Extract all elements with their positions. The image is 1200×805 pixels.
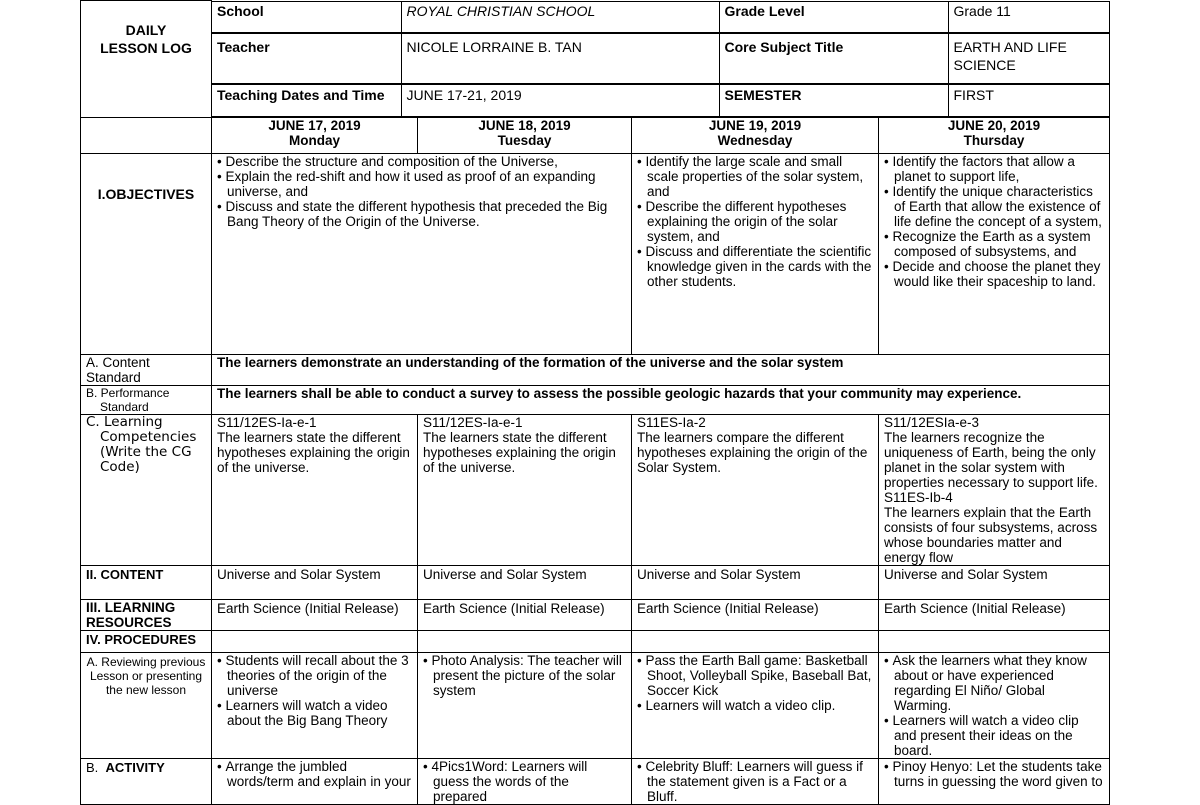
grade-level-value: Grade 11: [948, 1, 1109, 32]
resources-thu: Earth Science (Initial Release): [879, 599, 1110, 630]
procedures-tue: [418, 630, 632, 652]
competencies-mon: S11/12ES-Ia-e-1 The learners state the different hypotheses explaining the origin of the universe.: [212, 414, 418, 565]
competencies-label: C. Learning Competencies (Write the CG Code): [81, 414, 212, 565]
subject-title-label: Core Subject Title: [719, 33, 948, 83]
teacher-label: Teacher: [212, 33, 401, 83]
semester-label: SEMESTER: [719, 84, 948, 116]
school-label: School: [212, 1, 401, 32]
activity-wed: • Celebrity Bluff: Learners will guess if the statement given is a Fact or a Bluff.: [632, 758, 879, 804]
content-mon: Universe and Solar System: [212, 565, 418, 599]
reviewing-mon: • Students will recall about the 3 theories of the origin of the universe • Learners will watch a video about the Big Bang Theory: [212, 652, 418, 758]
teacher-value: NICOLE LORRAINE B. TAN: [401, 33, 719, 83]
objectives-wed: • Identify the large scale and small scale properties of the solar system, and • Describe the different hypotheses explaining the origin of the solar system, and • Discuss and differentiate the scientific knowledge given in the cards with the other students.: [632, 153, 879, 354]
reviewing-tue: • Photo Analysis: The teacher will present the picture of the solar system: [418, 652, 632, 758]
day-header-monday: JUNE 17, 2019 Monday: [212, 117, 418, 153]
resources-wed: Earth Science (Initial Release): [632, 599, 879, 630]
content-standard-label: A. Content Standard: [81, 354, 212, 385]
performance-standard-label: B. Performance Standard: [81, 385, 212, 414]
day-header-tuesday: JUNE 18, 2019 Tuesday: [418, 117, 632, 153]
objectives-label: I.OBJECTIVES: [81, 153, 212, 354]
content-wed: Universe and Solar System: [632, 565, 879, 599]
lesson-log-table: [80, 0, 1110, 805]
content-tue: Universe and Solar System: [418, 565, 632, 599]
content-thu: Universe and Solar System: [879, 565, 1110, 599]
resources-tue: Earth Science (Initial Release): [418, 599, 632, 630]
semester-value: FIRST: [948, 84, 1109, 116]
reviewing-wed: • Pass the Earth Ball game: Basketball Shoot, Volleyball Spike, Baseball Bat, Soccer Kick • Learners will watch a video clip.: [632, 652, 879, 758]
activity-thu: • Pinoy Henyo: Let the students take turns in guessing the word given to: [879, 758, 1110, 804]
content-standard-text: The learners demonstrate an understanding of the formation of the universe and the solar system: [212, 354, 1110, 385]
procedures-wed: [632, 630, 879, 652]
competencies-tue: S11/12ES-Ia-e-1 The learners state the different hypotheses explaining the origin of the universe.: [418, 414, 632, 565]
procedures-label: IV. PROCEDURES: [81, 630, 212, 652]
activity-label: B. ACTIVITY: [81, 758, 212, 804]
document-title: DAILY LESSON LOG: [81, 1, 212, 118]
procedures-thu: [879, 630, 1110, 652]
school-value: ROYAL CHRISTIAN SCHOOL: [401, 1, 719, 32]
objectives-thu: • Identify the factors that allow a planet to support life, • Identify the unique characteristics of Earth that allow the existence of life define the concept of a system, • Recognize the Earth as a system composed of subsystems, and • Decide and choose the planet they would like their spaceship to land.: [879, 153, 1110, 354]
activity-tue: • 4Pics1Word: Learners will guess the words of the prepared: [418, 758, 632, 804]
procedures-mon: [212, 630, 418, 652]
competencies-thu: S11/12ESIa-e-3 The learners recognize the uniqueness of Earth, being the only planet in the solar system with properties necessary to support life. S11ES-Ib-4 The learners explain that the Earth consists of four subsystems, across whose boundaries matter and energy flow: [879, 414, 1110, 565]
competencies-wed: S11ES-Ia-2 The learners compare the different hypotheses explaining the origin of the Solar System.: [632, 414, 879, 565]
reviewing-label: A. Reviewing previous Lesson or presenting the new lesson: [81, 652, 212, 758]
day-header-wednesday: JUNE 19, 2019 Wednesday: [632, 117, 879, 153]
performance-standard-text: The learners shall be able to conduct a survey to assess the possible geologic hazards that your community may experience.: [212, 385, 1110, 414]
day-header-thursday: JUNE 20, 2019 Thursday: [879, 117, 1110, 153]
teaching-dates-label: Teaching Dates and Time: [212, 84, 401, 116]
blank-corner-cell: [81, 117, 212, 153]
reviewing-thu: • Ask the learners what they know about or have experienced regarding El Niño/ Global Warming. • Learners will watch a video clip and present their ideas on the board.: [879, 652, 1110, 758]
teaching-dates-value: JUNE 17-21, 2019: [401, 84, 719, 116]
learning-resources-label: III. LEARNING RESOURCES: [81, 599, 212, 630]
activity-mon: • Arrange the jumbled words/term and explain in your: [212, 758, 418, 804]
resources-mon: Earth Science (Initial Release): [212, 599, 418, 630]
grade-level-label: Grade Level: [719, 1, 948, 32]
objectives-mon-tue: • Describe the structure and composition of the Universe, • Explain the red-shift and how it used as proof of an expanding universe, and • Discuss and state the different hypothesis that preceded the Big Bang Theory of the Origin of the Universe.: [212, 153, 632, 354]
subject-title-value: EARTH AND LIFE SCIENCE: [948, 33, 1109, 83]
content-label: II. CONTENT: [81, 565, 212, 599]
